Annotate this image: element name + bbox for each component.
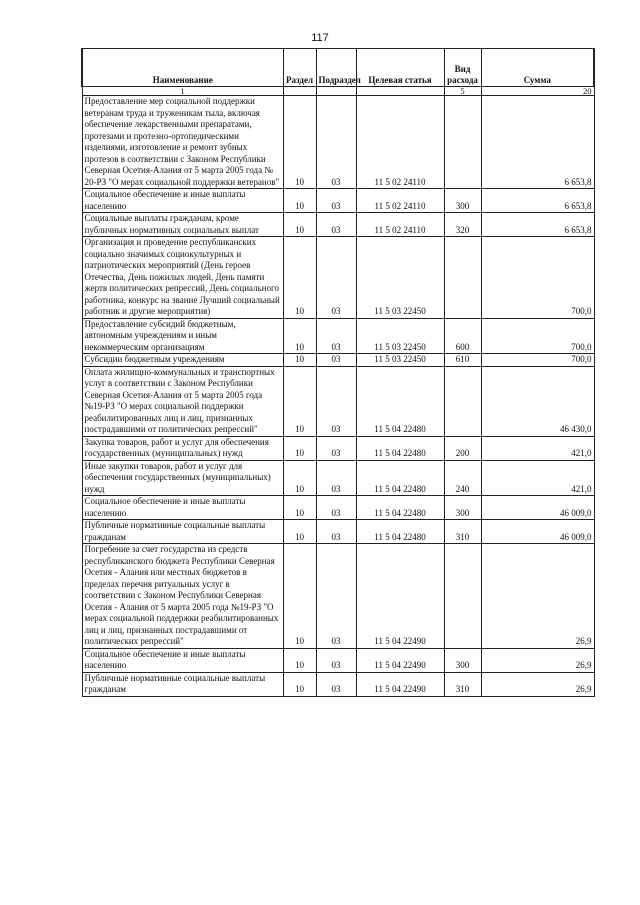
cell-sum: 700,0 xyxy=(481,318,594,354)
cell-podrazdel: 03 xyxy=(316,318,356,354)
table-row xyxy=(82,237,594,319)
table-header-row xyxy=(82,49,594,87)
cell-sum: 421,0 xyxy=(481,460,594,496)
cell-razdel: 10 xyxy=(283,354,316,367)
table-row xyxy=(82,354,594,367)
table-row xyxy=(82,460,594,496)
cell-name: Погребение за счет государства из средств республиканского бюджета Республики Северная Осетия - Алания или местных бюджетов в пределах перечня ритуальных услуг в соответствии с Законом Республики Северная Осетия - Алания от 5 марта 2005 года №19-РЗ "О мерах социальной поддержки реабилитированных лиц и лиц, признанных пострадавшими от политических репрессий" xyxy=(82,544,283,649)
cell-name: Предоставление мер социальной поддержки ветеранам труда и труженикам тыла, включая обеспечение лекарственными препаратами, протезами и протезно-ортопедическими изделиями, изготовление и ремонт зубных протезов в соответствии с Законом Республики Северная Осетия-Алания от 5 марта 2005 года № 20-РЗ "О мерах социальной поддержки ветеранов" xyxy=(82,96,283,189)
cell-razdel: 10 xyxy=(283,496,316,520)
cell-article: 11 5 04 22480 xyxy=(356,436,444,460)
cell-razdel: 10 xyxy=(283,237,316,319)
header-razdel: Раздел xyxy=(283,49,316,87)
table-row xyxy=(82,366,594,436)
table-row xyxy=(82,189,594,213)
cell-article: 11 5 03 22450 xyxy=(356,237,444,319)
table-row xyxy=(82,520,594,544)
cell-name: Организация и проведение республиканских социально значимых социокультурных и патриотических мероприятий (День героев Отечества, День пожилых людей, День памяти жертв политических репрессий, День социального работника, конкурс на звание Лучший социальный работник и другие мероприятия) xyxy=(82,237,283,319)
header-podrazdel: Подраздел xyxy=(316,49,356,87)
cell-vid: 240 xyxy=(444,460,481,496)
cell-razdel: 10 xyxy=(283,189,316,213)
cell-article: 11 5 04 22490 xyxy=(356,544,444,649)
cell-razdel: 10 xyxy=(283,544,316,649)
header-sum: Сумма xyxy=(481,49,594,87)
cell-article: 11 5 03 22450 xyxy=(356,318,444,354)
cell-sum: 6 653,8 xyxy=(481,96,594,189)
cell-sum: 700,0 xyxy=(481,237,594,319)
cell-name: Предоставление субсидий бюджетным, автономным учреждениям и иным некоммерческим организациям xyxy=(82,318,283,354)
cell-podrazdel: 03 xyxy=(316,544,356,649)
cell-sum: 46 430,0 xyxy=(481,366,594,436)
cell-vid: 200 xyxy=(444,436,481,460)
table-row xyxy=(82,213,594,237)
cell-vid xyxy=(444,366,481,436)
cell-podrazdel: 03 xyxy=(316,213,356,237)
cell-sum: 46 009,0 xyxy=(481,496,594,520)
cell-razdel: 10 xyxy=(283,366,316,436)
cell-podrazdel: 03 xyxy=(316,366,356,436)
cell-vid: 310 xyxy=(444,520,481,544)
header-name: Наименование xyxy=(82,49,283,87)
cell-name: Социальное обеспечение и иные выплаты населению xyxy=(82,189,283,213)
table-row xyxy=(82,672,594,696)
table-row xyxy=(82,544,594,649)
column-number xyxy=(356,87,444,96)
column-number: 20 xyxy=(481,87,594,96)
cell-podrazdel: 03 xyxy=(316,672,356,696)
cell-sum: 46 009,0 xyxy=(481,520,594,544)
table-row xyxy=(82,496,594,520)
cell-sum: 6 653,8 xyxy=(481,213,594,237)
cell-name: Социальное обеспечение и иные выплаты населению xyxy=(82,648,283,672)
cell-article: 11 5 04 22480 xyxy=(356,496,444,520)
cell-name: Оплата жилищно-коммунальных и транспортных услуг в соответствии с Законом Республики Северная Осетия-Алания от 5 марта 2005 года №19-РЗ "О мерах социальной поддержки реабилитированных лиц и лиц, признанных пострадавшими от политических репрессий" xyxy=(82,366,283,436)
cell-razdel: 10 xyxy=(283,436,316,460)
cell-vid xyxy=(444,96,481,189)
header-article: Целевая статья xyxy=(356,49,444,87)
cell-name: Социальные выплаты гражданам, кроме публичных нормативных социальных выплат xyxy=(82,213,283,237)
cell-podrazdel: 03 xyxy=(316,460,356,496)
cell-podrazdel: 03 xyxy=(316,189,356,213)
cell-sum: 700,0 xyxy=(481,354,594,367)
cell-vid: 310 xyxy=(444,672,481,696)
cell-name: Публичные нормативные социальные выплаты гражданам xyxy=(82,520,283,544)
cell-razdel: 10 xyxy=(283,520,316,544)
cell-podrazdel: 03 xyxy=(316,648,356,672)
column-number: 5 xyxy=(444,87,481,96)
cell-article: 11 5 02 24110 xyxy=(356,96,444,189)
cell-article: 11 5 03 22450 xyxy=(356,354,444,367)
cell-razdel: 10 xyxy=(283,460,316,496)
cell-podrazdel: 03 xyxy=(316,436,356,460)
cell-article: 11 5 04 22490 xyxy=(356,648,444,672)
cell-sum: 26,9 xyxy=(481,648,594,672)
cell-vid: 300 xyxy=(444,648,481,672)
cell-vid xyxy=(444,237,481,319)
cell-article: 11 5 04 22480 xyxy=(356,520,444,544)
cell-razdel: 10 xyxy=(283,96,316,189)
column-number xyxy=(283,87,316,96)
cell-podrazdel: 03 xyxy=(316,520,356,544)
cell-name: Субсидии бюджетным учреждениям xyxy=(82,354,283,367)
table-row xyxy=(82,96,594,189)
cell-article: 11 5 04 22490 xyxy=(356,672,444,696)
cell-vid: 600 xyxy=(444,318,481,354)
cell-razdel: 10 xyxy=(283,672,316,696)
cell-vid: 320 xyxy=(444,213,481,237)
cell-vid: 300 xyxy=(444,496,481,520)
cell-sum: 6 653,8 xyxy=(481,189,594,213)
cell-sum: 26,9 xyxy=(481,544,594,649)
cell-podrazdel: 03 xyxy=(316,496,356,520)
cell-name: Социальное обеспечение и иные выплаты населению xyxy=(82,496,283,520)
column-number-row xyxy=(82,87,594,96)
cell-name: Иные закупки товаров, работ и услуг для обеспечения государственных (муниципальных) нужд xyxy=(82,460,283,496)
cell-vid: 610 xyxy=(444,354,481,367)
cell-article: 11 5 04 22480 xyxy=(356,366,444,436)
cell-sum: 421,0 xyxy=(481,436,594,460)
cell-razdel: 10 xyxy=(283,318,316,354)
cell-podrazdel: 03 xyxy=(316,96,356,189)
cell-podrazdel: 03 xyxy=(316,354,356,367)
page-number: 117 xyxy=(311,32,329,44)
header-vid: Вид расхода xyxy=(444,49,481,87)
column-number xyxy=(316,87,356,96)
cell-razdel: 10 xyxy=(283,648,316,672)
cell-article: 11 5 02 24110 xyxy=(356,189,444,213)
table-row xyxy=(82,648,594,672)
cell-article: 11 5 02 24110 xyxy=(356,213,444,237)
column-number: 1 xyxy=(82,87,283,96)
cell-razdel: 10 xyxy=(283,213,316,237)
cell-name: Публичные нормативные социальные выплаты гражданам xyxy=(82,672,283,696)
cell-podrazdel: 03 xyxy=(316,237,356,319)
cell-name: Закупка товаров, работ и услуг для обеспечения государственных (муниципальных) нужд xyxy=(82,436,283,460)
table-row xyxy=(82,436,594,460)
table-row xyxy=(82,318,594,354)
cell-vid: 300 xyxy=(444,189,481,213)
cell-article: 11 5 04 22480 xyxy=(356,460,444,496)
budget-table xyxy=(81,48,595,697)
cell-sum: 26,9 xyxy=(481,672,594,696)
cell-vid xyxy=(444,544,481,649)
